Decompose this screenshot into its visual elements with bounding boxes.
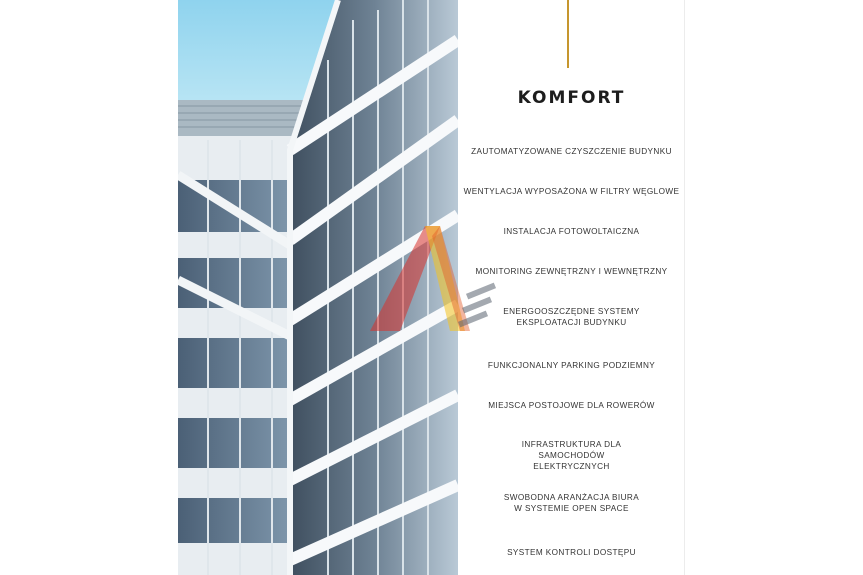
section-title: KOMFORT bbox=[517, 88, 626, 108]
watermark-logo bbox=[370, 226, 500, 336]
feature-ev-infrastructure: INFRASTRUKTURA DLA SAMOCHODÓW ELEKTRYCZNYCH bbox=[521, 440, 622, 471]
feature-energy-saving: ENERGOOSZCZĘDNE SYSTEMY EKSPLOATACJI BUDYNKU bbox=[503, 307, 640, 327]
feature-open-space: SWOBODNA ARANŻACJA BIURA W SYSTEMIE OPEN SPACE bbox=[503, 493, 640, 513]
feature-parking: FUNKCJONALNY PARKING PODZIEMNY bbox=[487, 361, 656, 370]
feature-access-control: SYSTEM KONTROLI DOSTĘPU bbox=[507, 548, 636, 557]
feature-automated-cleaning: ZAUTOMATYZOWANE CZYSZCZENIE BUDYNKU bbox=[471, 147, 672, 156]
feature-photovoltaic: INSTALACJA FOTOWOLTAICZNA bbox=[503, 227, 640, 236]
feature-bike-spaces: MIEJSCA POSTOJOWE DLA ROWERÓW bbox=[488, 401, 655, 410]
feature-monitoring: MONITORING ZEWNĘTRZNY I WEWNĘTRZNY bbox=[475, 267, 668, 276]
gold-divider bbox=[567, 0, 569, 68]
feature-ventilation: WENTYLACJA WYPOSAŻONA W FILTRY WĘGLOWE bbox=[463, 187, 680, 196]
